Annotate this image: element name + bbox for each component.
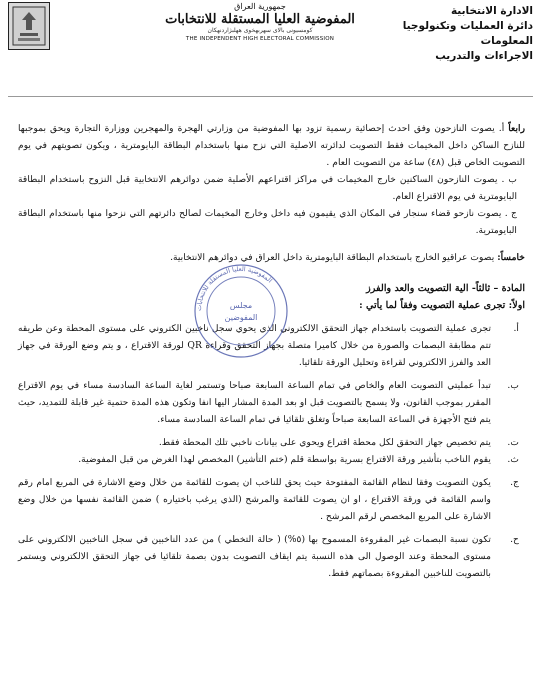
commission-logo-icon: [12, 6, 46, 46]
list-item-marker: أ.: [513, 323, 519, 334]
list-item-marker: ث.: [507, 454, 519, 465]
list-item-marker: ب.: [507, 380, 519, 391]
stamp-center-top: مجلس: [229, 301, 253, 310]
department-line-2: دائرة العمليات وتكنولوجيا المعلومات: [402, 20, 533, 47]
article-subtitle: اولاً: تجرى عملية التصويت وفقاً لما يأتي :: [359, 300, 525, 311]
document-body: [18, 120, 525, 582]
section-4-a-letter: أ.: [498, 123, 505, 134]
section-4-b-letter: ب .: [501, 174, 517, 185]
republic-title: جمهورية العراق: [234, 2, 286, 11]
section-5-label: خامساً:: [497, 252, 525, 263]
list-item: [18, 320, 525, 371]
list-item-text: تجرى عملية التصويت باستخدام جهاز التحقق الالكتروني الذي يحوي سجل ناخبين الكتروني على مستوى المحطة وعن طريقه تتم مطابقة البصمات والصورة من خلال كاميرا متصلة بجهاز التحقق وقراءة QR لورقة الاقتراع ، و يتم وضع الورقة في جهاز العد والفرز الالكتروني لقراءة وتحليل الورقة تلقائيا.: [18, 323, 492, 368]
list-item-text: تبدأ عمليتي التصويت العام والخاص في تمام الساعة السابعة صباحا وتستمر لغاية الساعة السادسة مساء في يوم الاقتراع المقرر بموجب القانون، ولا يسمح بالتصويت قبل او بعد المدة المشار اليها انفا وتكون هذه المدة حتمية غير قابلة للتمديد، حيث يتم فتح الأجهزة في الساعة السابعة صباحاً وتغلق تلقائيا في تمام الساعة السادسة مساء.: [18, 380, 491, 425]
list-item: [18, 474, 525, 525]
list-item: [18, 451, 525, 468]
section-4-c-letter: ج .: [504, 208, 517, 219]
department-line-1: الادارة الانتخابية: [450, 5, 533, 17]
section-4-a-text: يصوت النازحون وفق احدث إحصائية رسمية تزود بها المفوضية من وزارتي الهجرة والمهجرين ووزارة التجارة ويحق بموجبها للنازح الساكن داخل المخيمات فقط التصويت لدائرته الاصلية التي نزح منها باستخدام البطاقة البايومترية ، ويكون تصويتهم في يوم التصويت الخاص قبل (٤٨) ساعة من التصويت العام .: [18, 123, 525, 168]
commission-letterhead: [150, 2, 370, 43]
section-5: [18, 249, 525, 266]
list-item-text: يتم تخصيص جهاز التحقق لكل محطة اقتراع ويحوي على بيانات ناخبي تلك المحطة فقط.: [158, 437, 491, 448]
section-5-text: يصوت عراقيو الخارج باستخدام البطاقة البايومترية داخل العراق في دوائرهم الانتخابية.: [170, 252, 495, 263]
list-item-marker: ح.: [510, 534, 519, 545]
section-4-b: [18, 171, 525, 205]
department-header: [383, 4, 533, 64]
list-item: [18, 377, 525, 428]
commission-name-english: THE INDEPENDENT HIGH ELECTORAL COMMISSION: [185, 36, 335, 42]
department-line-3: الاجراءات والتدريب: [435, 50, 533, 62]
list-item: [18, 531, 525, 582]
section-4-label: رابعاً: [508, 123, 526, 134]
section-4-c: [18, 205, 525, 239]
article-title: المادة – ثالثاً- الية التصويت والعد والفرز: [366, 283, 525, 294]
stamp-center-bottom: المفوضين: [224, 313, 258, 322]
commission-logo: [8, 2, 50, 50]
commission-name-arabic: المفوضية العليا المستقلة للانتخابات: [165, 12, 355, 27]
section-4-c-text: يصوت نازحو قضاء سنجار في المكان الذي يقيمون فيه داخل وخارج المخيمات لصالح دائرتهم التي نزحوا منها باستخدام البطاقة البايومترية.: [18, 208, 517, 236]
section-4-a: [18, 120, 525, 171]
list-item-text: يقوم الناخب بتأشير ورقة الاقتراع بسرية بواسطة قلم (ختم التأشير) المخصص لهذا الغرض من قبل المفوضية.: [78, 454, 491, 465]
header-divider: [8, 96, 533, 97]
list-item-text: يكون التصويت وفقا لنظام القائمة المفتوحة حيث يحق للناخب ان يصوت للقائمة من خلال وضع الاشارة في المربع امام رقم واسم القائمة في ورقة الاقتراع ، او ان يصوت للقائمة والمرشح (الذي يرغب باختياره ) ضمن القائمة نفسها من خلال وضع الاشارة على المربع المخصص لرقم المرشح .: [18, 477, 491, 522]
stamp-ring-text: المفوضية العليا المستقلة للانتخابات: [194, 264, 274, 312]
commission-name-kurdish: كومسيونى بالاى سهربهخوى ههلبژاردنهكان: [207, 27, 313, 34]
section-4-b-text: يصوت النازحون الساكنين خارج المخيمات في مراكز اقتراعهم الأصلية ضمن دوائرهم الانتخابية قبل النزوح باستخدام البطاقة البايومترية في يوم الاقتراع العام.: [18, 174, 517, 202]
list-item-marker: ج.: [510, 477, 519, 488]
list-item-text: تكون نسبة البصمات غير المقروءة المسموح بها (٥%) ( حالة التخطي ) من عدد الناخبين في سجل الناخبين الالكتروني على مستوى المحطة وعند الوصول الى هذه النسبة يتم ايقاف التصويت بدون بصمة تلقائيا في جهاز التحقق الالكتروني ويستمر بالتصويت للناخبين المقروءة بصماتهم فقط.: [18, 534, 491, 579]
list-item-marker: ت.: [507, 437, 519, 448]
list-item: [18, 434, 525, 451]
